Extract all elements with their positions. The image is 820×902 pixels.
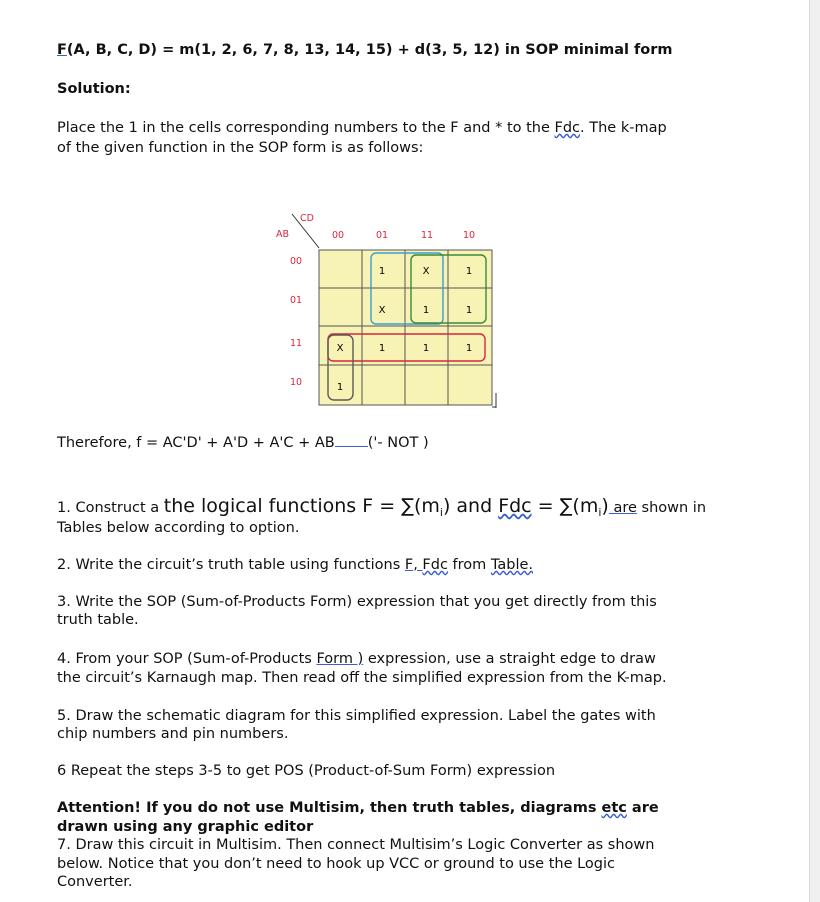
question-title xyxy=(57,41,673,60)
simplified-expression: Therefore, f = AC'D' + A'D + A'C + AB xyxy=(57,435,335,451)
kmap-cell: 1 xyxy=(422,343,430,354)
function-definition: (A, B, C, D) = m(1, 2, 6, 7, 8, 13, 14, 15) + d(3, 5, 12) in SOP minimal form xyxy=(66,42,673,58)
step-4-text: 4. From your SOP (Sum-of-Products xyxy=(57,651,317,667)
kmap-cell: X xyxy=(336,343,344,354)
step-2-table: Table. xyxy=(490,557,534,573)
solution-heading: Solution: xyxy=(57,81,131,97)
attention-line-1 xyxy=(57,799,659,818)
intro-line-2: of the given function in the SOP form is as follows: xyxy=(57,140,424,156)
step-5-line-2: chip numbers and pin numbers. xyxy=(57,726,289,742)
kmap-cell: 1 xyxy=(422,305,430,316)
kmap-row-label: 11 xyxy=(289,338,303,349)
step-4-form: Form ) xyxy=(316,651,364,667)
function-name: F xyxy=(57,42,67,58)
attention-are: are xyxy=(626,800,659,816)
step-1-and: ) and xyxy=(442,495,499,517)
step-3-line-1: 3. Write the SOP (Sum-of-Products Form) expression that you get directly from this xyxy=(57,594,657,610)
step-4-text-end: expression, use a straight edge to draw xyxy=(363,651,656,667)
note-underline xyxy=(335,434,368,447)
kmap-var-ab: AB xyxy=(276,229,290,240)
kmap-col-label: 00 xyxy=(331,230,345,241)
intro-text: Place the 1 in the cells corresponding numbers to the F and * to the xyxy=(57,120,555,136)
intro-line-1 xyxy=(57,119,667,138)
intro-fdc: Fdc xyxy=(554,120,581,136)
kmap-cell: 1 xyxy=(465,266,473,277)
kmap-cell: X xyxy=(378,305,386,316)
step-7-line-3: Converter. xyxy=(57,874,133,890)
kmap-cell: 1 xyxy=(378,343,386,354)
step-6: 6 Repeat the steps 3-5 to get POS (Product-of-Sum Form) expression xyxy=(57,763,556,779)
kmap-cell: 1 xyxy=(465,343,473,354)
karnaugh-map xyxy=(270,205,520,415)
step-2-fdc: Fdc xyxy=(422,557,448,573)
attention-line-2: drawn using any graphic editor xyxy=(57,819,314,835)
step-4-line-2: the circuit’s Karnaugh map. Then read off the simplified expression from the K-map. xyxy=(57,670,667,686)
kmap-row-label: 01 xyxy=(289,295,303,306)
kmap-var-cd: CD xyxy=(300,213,314,224)
kmap-cell: 1 xyxy=(336,382,344,393)
step-2-text: 2. Write the circuit’s truth table using functions xyxy=(57,557,405,573)
step-1-sub-2: i xyxy=(598,505,602,519)
kmap-cell: X xyxy=(422,266,430,277)
kmap-col-label: 10 xyxy=(462,230,476,241)
step-1-are: are xyxy=(608,500,637,516)
step-1-end: shown in xyxy=(636,500,707,516)
step-3-line-2: truth table. xyxy=(57,612,139,628)
kmap-cell: 1 xyxy=(378,266,386,277)
kmap-cell: 1 xyxy=(465,305,473,316)
step-5-line-1: 5. Draw the schematic diagram for this simplified expression. Label the gates with xyxy=(57,708,656,724)
therefore-line xyxy=(57,434,429,453)
step-1-line-2: Tables below according to option. xyxy=(57,520,300,536)
step-2-f: F, xyxy=(404,557,423,573)
step-2-from: from xyxy=(447,557,491,573)
step-7-line-2: below. Notice that you don’t need to hook up VCC or ground to use the Logic xyxy=(57,856,616,872)
intro-text-end: . The k-map xyxy=(580,120,667,136)
not-note: ('- NOT ) xyxy=(367,435,429,451)
step-1-eq: = ∑(m xyxy=(531,495,599,517)
kmap-col-label: 11 xyxy=(420,230,434,241)
kmap-col-label: 01 xyxy=(375,230,389,241)
step-2 xyxy=(57,556,533,575)
step-7-line-1: 7. Draw this circuit in Multisim. Then connect Multisim’s Logic Converter as shown xyxy=(57,837,655,853)
step-1-fdc: Fdc xyxy=(498,495,532,517)
attention-etc: etc xyxy=(601,800,627,816)
karnaugh-map-svg xyxy=(270,205,520,415)
step-1-text: 1. Construct a xyxy=(57,500,164,516)
attention-text: Attention! If you do not use Multisim, then truth tables, diagrams xyxy=(57,800,602,816)
vertical-scrollbar[interactable] xyxy=(809,0,820,902)
kmap-row-label: 00 xyxy=(289,256,303,267)
step-1-functions: the logical functions F = ∑(m xyxy=(163,495,440,517)
step-4-line-1 xyxy=(57,650,656,669)
step-1-sub: i xyxy=(439,505,443,519)
step-1-close: ) xyxy=(601,495,609,517)
kmap-row-label: 10 xyxy=(289,377,303,388)
